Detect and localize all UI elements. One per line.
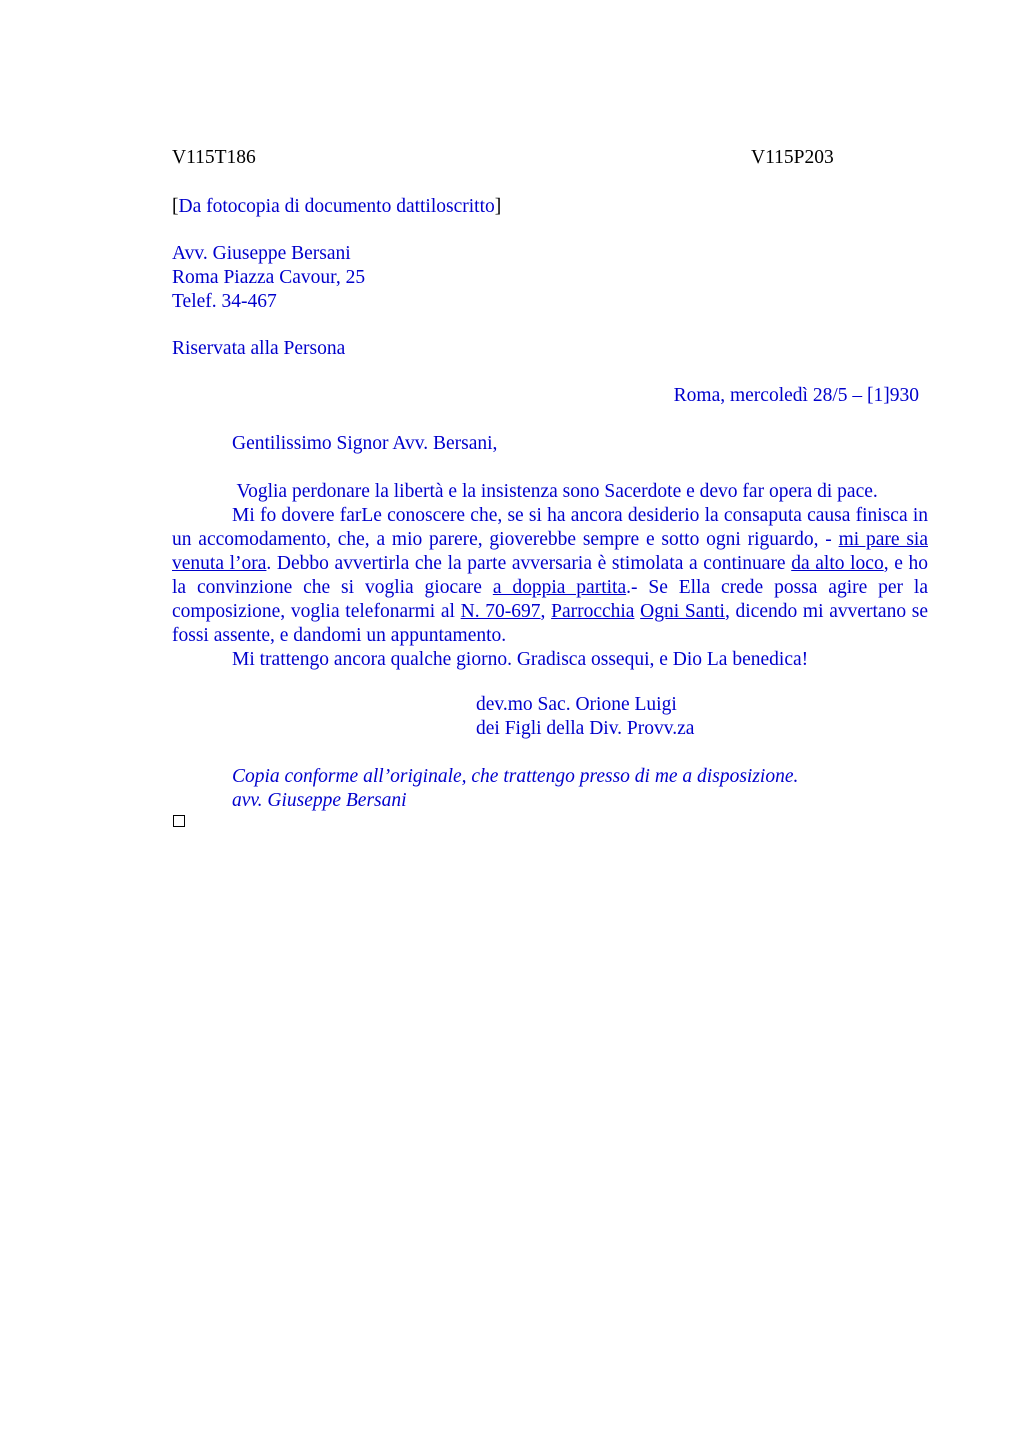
body-text: .- Se Ella crede possa agire per la composizione, voglia telefonarmi al xyxy=(172,577,928,622)
sender-address: Roma Piazza Cavour, 25 xyxy=(172,267,366,288)
body-text: , e ho la convinzione che si voglia giocare xyxy=(172,553,928,598)
confidential-note: Riservata alla Persona xyxy=(172,338,346,359)
left-code: V115T186 xyxy=(172,147,256,168)
body-text: Mi fo dovere farLe conoscere che, se si ha ancora desiderio la consaputa causa finisca in un accomodamento, che, a mio parere, gioverebbe sempre e sotto ogni riguardo, - xyxy=(172,505,928,550)
letter-date xyxy=(674,384,919,408)
signature-line-1: dev.mo Sac. Orione Luigi xyxy=(476,694,677,715)
date-bracket: [1] xyxy=(867,385,890,406)
source-note-open-bracket: [ xyxy=(172,196,179,217)
body-paragraph-1: Voglia perdonare la libertà e la insistenza sono Sacerdote e devo far opera di pace. xyxy=(232,481,878,502)
certification-line-1: Copia conforme all’originale, che trattengo presso di me a disposizione. xyxy=(232,766,799,787)
salutation: Gentilissimo Signor Avv. Bersani, xyxy=(232,433,498,454)
underlined-phrase: Parrocchia xyxy=(551,601,635,622)
underlined-phone-number: N. 70-697 xyxy=(460,601,541,622)
body-text: . Debbo avvertirla che la parte avversaria è stimolata a continuare xyxy=(266,553,792,574)
underlined-phrase: mi pare sia venuta l’ora xyxy=(172,529,928,574)
date-after: 930 xyxy=(889,385,919,406)
body-paragraph-3: Mi trattengo ancora qualche giorno. Gradisca ossequi, e Dio La benedica! xyxy=(232,649,809,670)
body-text: , dicendo mi avvertano se fossi assente, e dandomi un appuntamento. xyxy=(172,601,929,646)
sender-name: Avv. Giuseppe Bersani xyxy=(172,243,351,264)
source-note xyxy=(172,195,501,219)
underlined-phrase: Ogni Santi xyxy=(640,601,725,622)
source-note-close-bracket: ] xyxy=(494,196,502,217)
certification-line-2: avv. Giuseppe Bersani xyxy=(232,790,407,811)
end-marker-box xyxy=(173,815,185,827)
underlined-phrase: a doppia partita xyxy=(492,577,627,598)
source-note-text: Da fotocopia di documento dattiloscritto xyxy=(178,196,495,217)
signature-line-2: dei Figli della Div. Provv.za xyxy=(476,718,695,739)
sender-phone: Telef. 34-467 xyxy=(172,291,277,312)
letter-body xyxy=(172,480,928,672)
right-code: V115P203 xyxy=(751,147,834,168)
body-text: , xyxy=(540,601,552,622)
underlined-phrase: da alto loco xyxy=(791,553,884,574)
body-paragraph-2 xyxy=(172,504,928,648)
date-before: Roma, mercoledì 28/5 – xyxy=(673,385,867,406)
